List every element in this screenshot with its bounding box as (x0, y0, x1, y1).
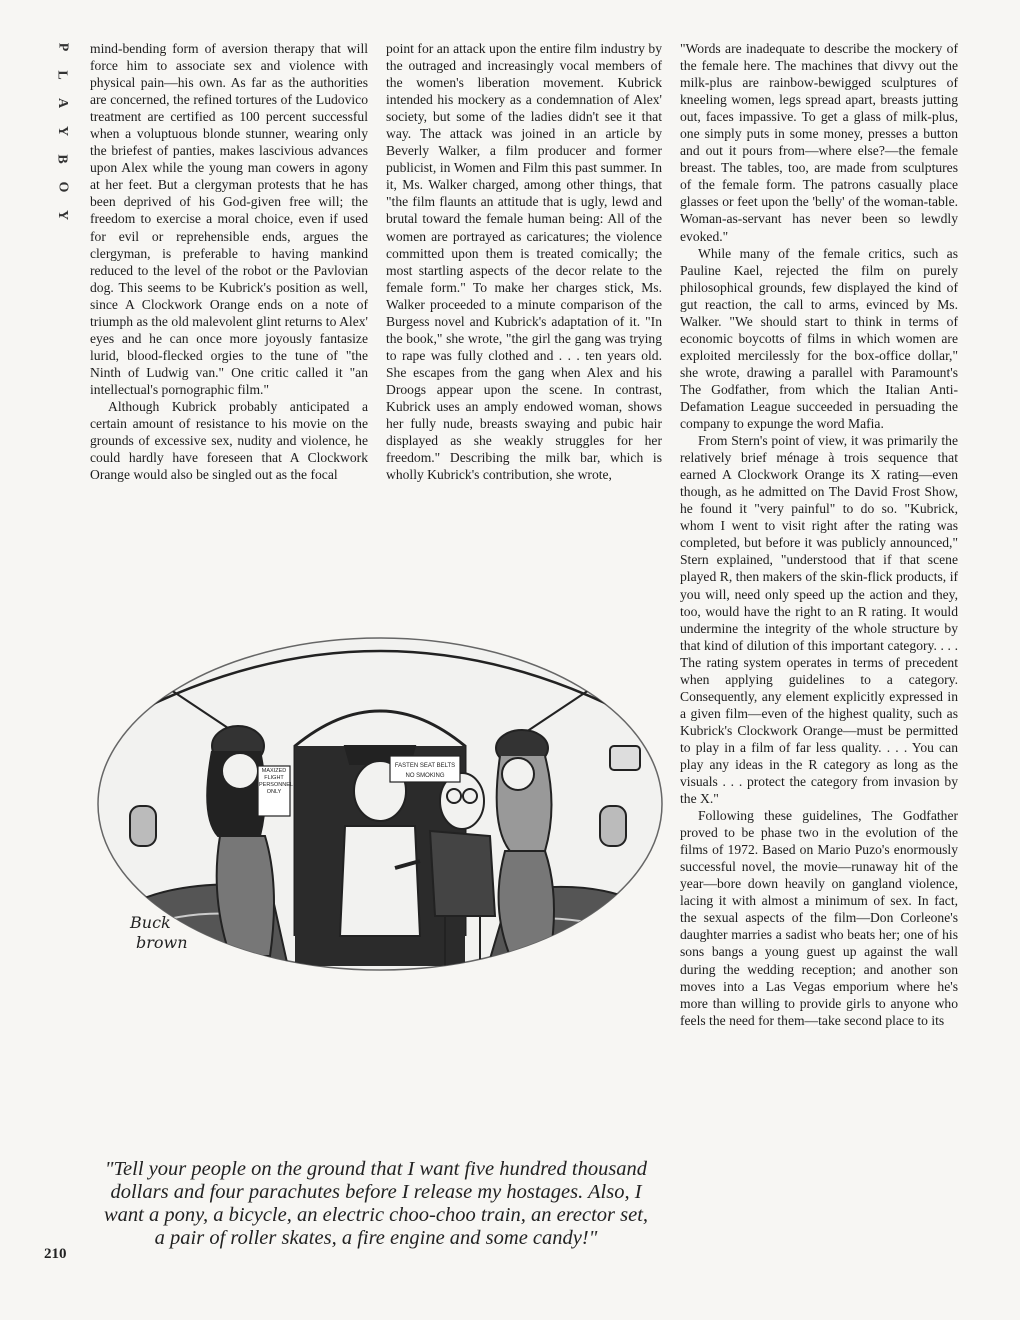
paragraph: Following these guidelines, The Godfather proved to be phase two in the evolution of the films of 1972. Based on Mario Puzo's enormously successful novel, the movie—runaway hit of the year—bore down heavily on gangland violence, lacing it with almost a minimum of sex. In fact, the sexual aspects of the film—Don Corleone's daughter marries a sadist who beats her; one of his sons bangs a young guest up against the wall during the wedding reception; and another son moves into a Las Vegas emporium where he's more than willing to provide girls to anyone who feels the need for them—take second place to its (680, 808, 958, 1028)
article-column-2 (386, 40, 662, 483)
page-number: 210 (44, 1246, 67, 1262)
brand-letter: A (55, 97, 70, 109)
brand-letter: Y (55, 209, 70, 221)
paragraph: Although Kubrick probably anticipated a certain amount of resistance to his movie on the grounds of excessive sex, nudity and violence, he could hardly have foreseen that A Clockwork Orange would also be singled out as the focal (90, 398, 368, 483)
brand-letter: Y (55, 125, 70, 137)
artist-signature-line1: Buck (130, 913, 171, 932)
paragraph: "Words are inadequate to describe the mockery of the female here. The machines that divvy out the milk-plus are rainbow-bewigged sculptures of kneeling women, legs spread apart, breasts jutting out, faces impassive. To get a glass of milk-plus, one simply puts in some money, presses a button and out it pours from—where else?—the female breast. The tables, too, are made from sculptures of the female form. The patrons casually place glasses or feet upon the 'belly' of the woman-table. Woman-as-servant has never been so lewdly evoked." (680, 41, 958, 244)
magazine-name-vertical (54, 40, 70, 222)
paragraph: While many of the female critics, such as Pauline Kael, rejected the film on purely philosophical grounds, few displayed the kind of gut reaction, the call to arms, evinced by Ms. Walker. "We should start to think in terms of economic boycotts of films in which women are exploited mercilessly for the box-office dollar," she wrote, drawing a parallel with Paramount's The Godfather, from which the Italian Anti-Defamation League succeeded in persuading the company to expunge the word Mafia. (680, 245, 958, 432)
cabin-sign-left-text: MAXIZED FLIGHT PERSONNEL ONLY (259, 768, 293, 795)
cabin-sign-top-line1: FASTEN SEAT BELTS (394, 763, 456, 769)
paragraph: point for an attack upon the entire film industry by the outraged and increasingly vocal members of the women's liberation movement. Kubrick intended his mockery as a condemnation of Alex' society, but some of the ladies didn't see it that way. The attack was joined in an article by Beverly Walker, a film producer and former publicist, in Women and Film this past summer. In it, Ms. Walker charged, among other things, that "the film flaunts an attitude that is ugly, lewd and brutal toward the female human being: All of the women are portrayed as caricatures; the violence committed upon them is treated comically; the most startling aspects of the decor relate to the female form." To make her charges stick, Ms. Walker proceeded to a minute comparison of the Burgess novel and Kubrick's adaptation of it. "In the book," she wrote, "the girl the gang was trying to rape was fully clothed and . . . ten years old. She escapes from the gang when Alex and his Droogs appear upon the scene. In contrast, Kubrick uses an amply endowed woman, shows her fully nude, breasts swaying and pubic hair displayed as she weakly struggles for her freedom." Describing the milk bar, which is wholly Kubrick's contribution, she wrote, (386, 41, 662, 483)
brand-letter: L (55, 70, 70, 80)
cartoon-caption: "Tell your people on the ground that I want five hundred thousand dollars and four parachutes before I release my hostages. Also, I want a pony, a bicycle, an electric choo-choo train, an erector set, a pair of roller skates, a fire engine and some candy!" (103, 1158, 649, 1249)
artist-signature-line2: brown (136, 933, 188, 952)
paragraph: From Stern's point of view, it was primarily the relatively brief ménage à trois sequence that earned A Clockwork Orange its X rating—even though, as he admitted on The David Frost Show, he found it "very painful" to do so. "Kubrick, whom I went to visit right after the rating was completed, but before it was publicly announced," Stern explained, "understood that if that scene played R, then makers of the skin-flick products, if you will, need only speed up the action and they, too, would have the right to an R rating. It would undermine the integrity of the whole structure by that kind of dilution of this important category. . . . The rating system operates in terms of precedent when applying guidelines to a category. Consequently, any element explicitly expressed in a given film—even of the highest quality, such as Kubrick's Clockwork Orange—must be permitted to play in a film of far less quality. . . . You can play any ideas in the R category as long as the visuals . . . protect the category from invasion by the X." (680, 433, 958, 807)
brand-letter: B (55, 154, 70, 164)
cartoon-illustration (90, 636, 666, 972)
paragraph: mind-bending form of aversion therapy that will force him to associate sex and violence with physical pain—his own. As far as the authorities are concerned, the refined tortures of the Ludovico treatment are certified as 100 percent successful when a voluptuous blonde stunner, wearing only the briefest of panties, makes lascivious advances upon Alex while the young man cowers in agony at her feet. But a clergyman protests that he has been deprived of his God-given free will; the freedom to exercise a moral choice, even if used for evil or reprehensible ends, argues the clergyman, is preferable to having mankind reduced to the level of the robot or the Pavlovian dog. This seems to be Kubrick's position as well, since A Clockwork Orange ends on a note of triumph as the old malevolent glint returns to Alex' eyes and he can once more joyously fantasize lurid, blood-flecked orgies to the tune of "the Ninth of Ludwig van." One critic called it "an intellectual's pornographic film." (90, 41, 368, 397)
cabin-sign-top-line2: NO SMOKING (405, 773, 445, 779)
article-column-3 (680, 40, 958, 1029)
brand-letter: P (55, 42, 70, 52)
article-column-1 (90, 40, 368, 483)
brand-letter: O (54, 181, 70, 193)
